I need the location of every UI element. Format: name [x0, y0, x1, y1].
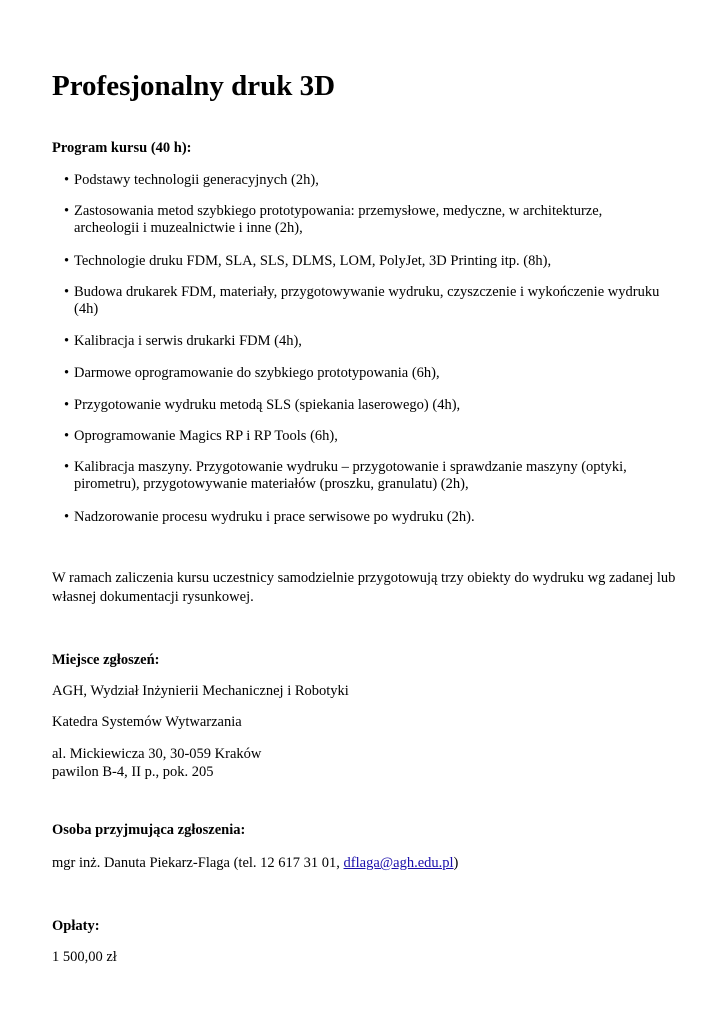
list-item-text: Technologie druku FDM, SLA, SLS, DLMS, LOM, PolyJet, 3D Printing itp. (8h),	[74, 253, 552, 269]
registration-department: Katedra Systemów Wytwarzania	[52, 714, 242, 730]
list-item	[64, 172, 669, 189]
bullet-icon: •	[64, 284, 70, 300]
list-item-text: Oprogramowanie Magics RP i RP Tools (6h),	[74, 428, 338, 444]
contact-email-link[interactable]: dflaga@agh.edu.pl	[343, 855, 454, 871]
bullet-icon: •	[64, 253, 70, 269]
bullet-icon: •	[64, 365, 70, 381]
completion-paragraph: W ramach zaliczenia kursu uczestnicy samodzielnie przygotowują trzy obiekty do wydruku wg zadanej lub własnej dokumentacji rysunkowej.	[52, 570, 676, 605]
contact-heading: Osoba przyjmująca zgłoszenia:	[52, 822, 246, 838]
bullet-icon: •	[64, 428, 70, 444]
list-item	[64, 459, 669, 493]
bullet-icon: •	[64, 509, 70, 525]
program-heading: Program kursu (40 h):	[52, 140, 192, 156]
list-item	[64, 284, 669, 318]
list-item	[64, 509, 669, 526]
list-item	[64, 428, 669, 445]
contact-line	[52, 855, 458, 872]
contact-suffix: )	[453, 855, 459, 871]
list-item	[64, 333, 669, 350]
list-item-text: Kalibracja i serwis drukarki FDM (4h),	[74, 333, 302, 349]
registration-institution: AGH, Wydział Inżynierii Mechanicznej i Robotyki	[52, 683, 349, 699]
list-item-text: Zastosowania metod szybkiego prototypowania: przemysłowe, medyczne, w architekturze, archeologii i muzealnictwie i inne (2h),	[74, 203, 603, 236]
registration-address-line2: pawilon B-4, II p., pok. 205	[52, 764, 214, 780]
list-item-text: Budowa drukarek FDM, materiały, przygotowywanie wydruku, czyszczenie i wykończenie wydruku (4h)	[74, 284, 660, 317]
contact-prefix: mgr inż. Danuta Piekarz-Flaga (tel. 12 617 31 01,	[52, 855, 344, 871]
bullet-icon: •	[64, 203, 70, 219]
list-item-text: Darmowe oprogramowanie do szybkiego prototypowania (6h),	[74, 365, 440, 381]
list-item-text: Nadzorowanie procesu wydruku i prace serwisowe po wydruku (2h).	[74, 509, 475, 525]
list-item-text: Podstawy technologii generacyjnych (2h),	[74, 172, 319, 188]
page-title: Profesjonalny druk 3D	[52, 70, 336, 102]
bullet-icon: •	[64, 459, 70, 475]
list-item-text: Kalibracja maszyny. Przygotowanie wydruku – przygotowanie i sprawdzanie maszyny (optyki, pirometru), przygotowywanie materiałów (proszku, granulatu) (2h),	[74, 459, 627, 492]
bullet-icon: •	[64, 172, 70, 188]
list-item	[64, 203, 669, 237]
list-item	[64, 397, 669, 414]
fees-heading: Opłaty:	[52, 918, 100, 934]
registration-heading: Miejsce zgłoszeń:	[52, 652, 160, 668]
list-item	[64, 253, 669, 270]
list-item-text: Przygotowanie wydruku metodą SLS (spiekania laserowego) (4h),	[74, 397, 461, 413]
registration-address-line1: al. Mickiewicza 30, 30-059 Kraków	[52, 746, 262, 762]
fees-amount: 1 500,00 zł	[52, 949, 117, 965]
bullet-icon: •	[64, 333, 70, 349]
bullet-icon: •	[64, 397, 70, 413]
list-item	[64, 365, 669, 382]
